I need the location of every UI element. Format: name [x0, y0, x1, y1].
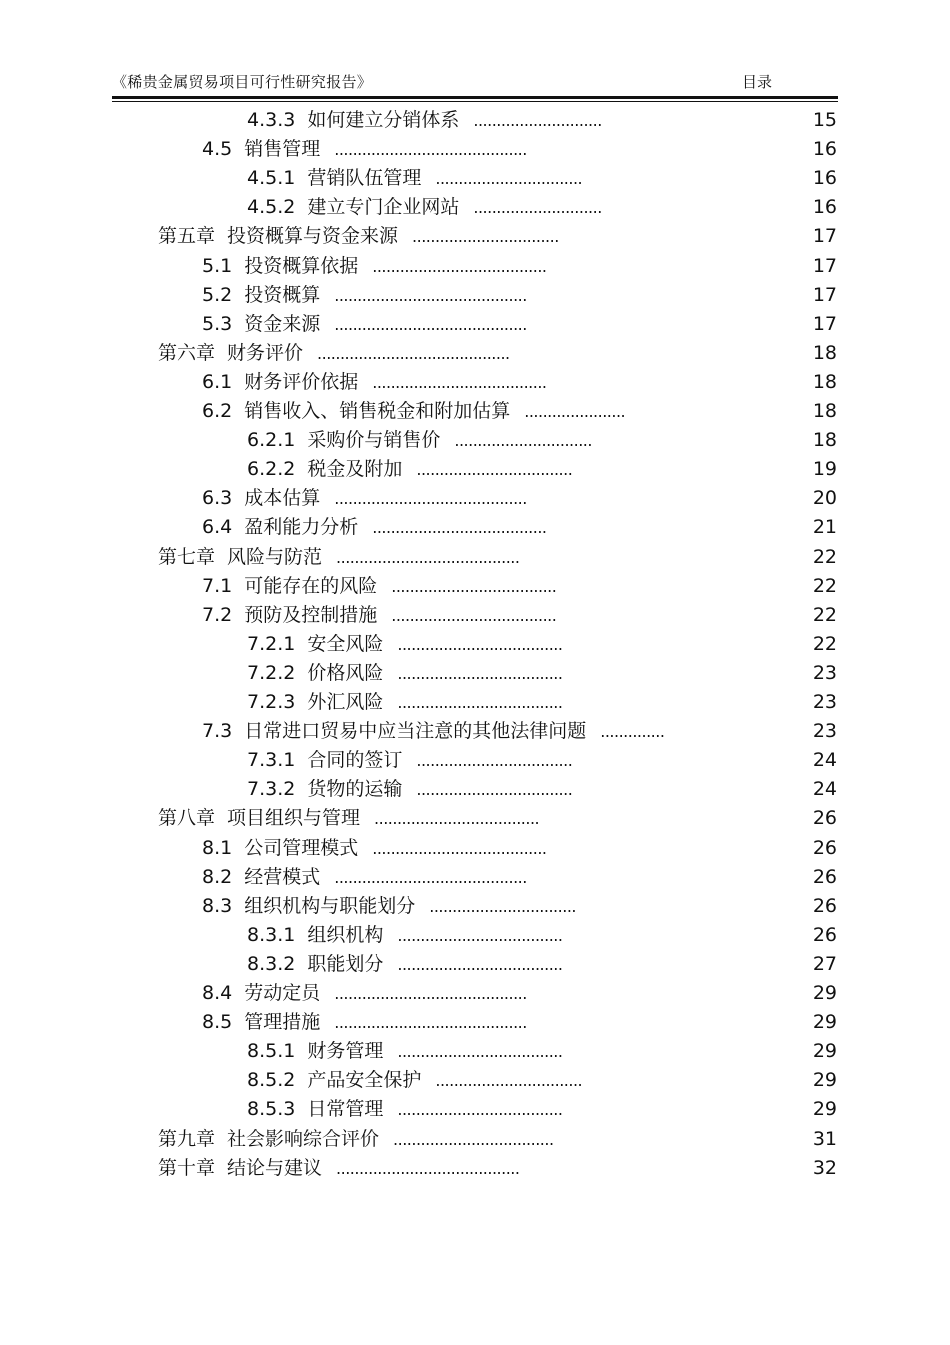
toc-entry-leader: ..................................: [416, 780, 573, 800]
toc-entry-text: 劳动定员: [244, 982, 321, 1004]
toc-entry[interactable]: [0, 572, 950, 601]
toc-entry-leader: ..................................: [416, 460, 573, 480]
toc-entry-text: 营销队伍管理: [307, 167, 422, 190]
toc-entry-page: 26: [812, 807, 837, 830]
toc-entry-number: 8.1: [202, 836, 233, 859]
toc-entry-number: 8.3.2: [247, 952, 296, 975]
toc-entry-leader: ..........................................: [334, 867, 527, 887]
toc-entry-title: [158, 1125, 554, 1154]
toc-entry-number: 6.3: [202, 487, 233, 510]
toc-entry-page: 18: [812, 370, 837, 393]
toc-entry-title: [247, 193, 602, 222]
toc-entry-page: 24: [812, 778, 837, 801]
toc-entry-text: 盈利能力分析: [244, 516, 359, 539]
toc-entry-leader: ....................................: [374, 809, 540, 829]
toc-entry-page: 18: [812, 341, 837, 364]
toc-entry[interactable]: [0, 601, 950, 630]
toc-entry-page: 26: [812, 923, 837, 946]
toc-entry[interactable]: [0, 106, 950, 135]
toc-entry-page: 17: [812, 312, 837, 335]
toc-entry-text: 日常进口贸易中应当注意的其他法律问题: [244, 720, 587, 743]
toc-entry-title: [247, 1037, 562, 1066]
toc-entry-number: 8.4: [202, 982, 233, 1004]
toc-entry-page: 29: [812, 1040, 837, 1063]
toc-entry-text: 投资概算与资金来源: [227, 225, 399, 248]
toc-entry-leader: ..........................................: [334, 314, 527, 334]
toc-entry[interactable]: [0, 1125, 950, 1154]
toc-entry[interactable]: [0, 397, 950, 426]
toc-entry-leader: ................................: [435, 169, 583, 189]
toc-entry-title: [202, 979, 527, 1008]
toc-entry-leader: ....................................: [397, 925, 563, 945]
toc-entry-page: 20: [812, 487, 837, 510]
toc-entry-title: [202, 310, 527, 339]
toc-entry-page: 26: [812, 894, 837, 917]
toc-entry-page: 29: [812, 1069, 837, 1092]
toc-entry-text: 日常管理: [307, 1098, 384, 1121]
toc-entry-number: 8.3: [202, 894, 233, 917]
toc-entry-number: 7.1: [202, 574, 233, 597]
toc-entry-number: 第十章: [158, 1156, 216, 1179]
toc-entry-leader: ......................................: [372, 372, 547, 392]
toc-entry-page: 26: [812, 836, 837, 859]
toc-entry-title: [247, 746, 572, 775]
toc-entry-number: 5.2: [202, 283, 233, 306]
toc-entry[interactable]: [0, 222, 950, 251]
header-rule-thin: [112, 101, 838, 102]
toc-entry-number: 5.3: [202, 312, 233, 335]
toc-entry[interactable]: [0, 455, 950, 484]
toc-entry-leader: ..............................: [454, 431, 592, 451]
toc-entry-leader: ............................: [473, 111, 602, 130]
toc-entry-text: 职能划分: [307, 952, 384, 975]
toc-entry[interactable]: [0, 193, 950, 222]
toc-entry[interactable]: [0, 659, 950, 688]
toc-entry-leader: ....................................: [397, 954, 563, 974]
toc-entry-number: 8.5.2: [247, 1069, 296, 1092]
toc-entry[interactable]: [0, 717, 950, 746]
toc-entry-page: 17: [812, 283, 837, 306]
toc-entry-text: 成本估算: [244, 487, 321, 510]
toc-entry-title: [158, 543, 519, 572]
toc-entry-leader: ..........................................: [317, 343, 510, 363]
toc-entry-leader: ....................................: [397, 1100, 563, 1120]
toc-entry[interactable]: [0, 863, 950, 892]
toc-entry-page: 21: [812, 516, 837, 539]
toc-entry-text: 合同的签订: [307, 749, 403, 772]
toc-entry-number: 8.2: [202, 865, 233, 888]
toc-entry-page: 29: [812, 1098, 837, 1121]
toc-entry-page: 18: [812, 400, 837, 422]
toc-entry-text: 财务评价: [227, 341, 304, 364]
toc-entry-number: 第七章: [158, 545, 216, 568]
toc-entry-title: [202, 513, 547, 542]
toc-entry[interactable]: [0, 921, 950, 950]
header-rule-thick: [112, 96, 838, 99]
page-header: [112, 68, 838, 94]
toc-entry-leader: ....................................: [397, 693, 563, 712]
toc-entry[interactable]: [0, 310, 950, 339]
toc-entry-text: 销售管理: [244, 138, 321, 161]
toc-entry-title: [247, 775, 572, 804]
toc-entry-title: [158, 804, 539, 833]
toc-entry[interactable]: [0, 950, 950, 979]
toc-entry[interactable]: [0, 513, 950, 542]
toc-entry-page: 17: [812, 225, 837, 248]
toc-entry-leader: ..........................................: [334, 1013, 527, 1033]
toc-entry-text: 财务管理: [307, 1040, 384, 1063]
toc-entry-title: [202, 601, 556, 630]
toc-entry-number: 6.2.2: [247, 458, 296, 481]
toc-entry-page: 16: [812, 167, 837, 190]
toc-entry[interactable]: [0, 252, 950, 281]
document-title: 《稀贵金属贸易项目可行性研究报告》: [112, 73, 373, 91]
toc-entry[interactable]: [0, 834, 950, 863]
toc-entry-title: [247, 950, 562, 979]
toc-entry-page: 16: [812, 196, 837, 219]
toc-entry-page: 32: [812, 1156, 837, 1179]
toc-entry-leader: ..................................: [416, 751, 573, 771]
toc-entry-leader: ......................................: [372, 838, 547, 858]
toc-entry[interactable]: [0, 746, 950, 775]
toc-entry-number: 7.3: [202, 720, 233, 743]
toc-entry-leader: ...................................: [393, 1129, 554, 1149]
toc-entry[interactable]: [0, 630, 950, 659]
toc-entry[interactable]: [0, 892, 950, 921]
toc-entry-number: 4.5.1: [247, 167, 296, 190]
toc-entry-title: [202, 368, 547, 397]
toc-entry[interactable]: [0, 543, 950, 572]
toc-entry-leader: ......................................: [372, 256, 547, 276]
toc-entry-title: [202, 281, 527, 310]
toc-entry-page: 23: [812, 720, 837, 743]
toc-entry-number: 4.5: [202, 138, 233, 161]
toc-entry-page: 17: [812, 254, 837, 277]
toc-entry-title: [202, 1008, 527, 1037]
toc-entry-text: 预防及控制措施: [244, 603, 378, 626]
toc-entry-number: 7.2.1: [247, 632, 296, 655]
toc-entry-leader: ..........................................: [334, 140, 527, 160]
toc-entry-number: 4.5.2: [247, 196, 296, 219]
toc-entry[interactable]: [0, 484, 950, 513]
toc-entry-leader: ....................................: [397, 1042, 563, 1062]
toc-entry-number: 6.1: [202, 370, 233, 393]
toc-entry-leader: ........................................: [336, 1158, 520, 1178]
toc-entry-leader: ..........................................: [334, 489, 527, 509]
toc-entry-page: 29: [812, 1011, 837, 1034]
toc-entry-text: 结论与建议: [227, 1156, 323, 1179]
toc-entry-number: 8.5.1: [247, 1040, 296, 1063]
toc-entry-text: 管理措施: [244, 1011, 321, 1034]
toc-entry-title: [247, 455, 572, 484]
toc-entry-page: 16: [812, 138, 837, 161]
toc-entry-leader: ........................................: [336, 547, 520, 567]
toc-entry-text: 组织机构与职能划分: [244, 894, 416, 917]
toc-entry-number: 8.5.3: [247, 1098, 296, 1121]
toc-entry-title: [202, 484, 527, 513]
toc-entry-title: [158, 222, 559, 251]
toc-entry-page: 23: [812, 691, 837, 713]
toc-entry-page: 31: [812, 1127, 837, 1150]
toc-entry-text: 资金来源: [244, 312, 321, 335]
toc-entry-title: [202, 863, 527, 892]
toc-entry-page: 27: [812, 952, 837, 975]
toc-entry-title: [247, 659, 562, 688]
toc-entry-leader: ....................................: [397, 663, 563, 683]
toc-entry-text: 采购价与销售价: [307, 429, 441, 452]
toc-entry[interactable]: [0, 368, 950, 397]
toc-entry-title: [247, 1066, 582, 1095]
toc-entry-title: [158, 339, 510, 368]
toc-entry-text: 风险与防范: [227, 545, 323, 568]
toc-entry[interactable]: [0, 135, 950, 164]
toc-entry-title: [202, 892, 576, 921]
toc-entry-number: 4.3.3: [247, 109, 296, 131]
toc-entry-text: 产品安全保护: [307, 1069, 422, 1092]
toc-entry-number: 第六章: [158, 341, 216, 364]
toc-entry-title: [247, 164, 582, 193]
toc-entry-text: 投资概算依据: [244, 254, 359, 277]
toc-entry-number: 6.4: [202, 516, 233, 539]
toc-entry-title: [202, 572, 556, 601]
toc-entry-number: 7.2.2: [247, 661, 296, 684]
toc-entry-leader: ......................: [524, 402, 626, 421]
toc-entry-text: 税金及附加: [307, 458, 403, 481]
toc-entry-page: 22: [812, 603, 837, 626]
toc-entry[interactable]: [0, 339, 950, 368]
toc-entry-title: [247, 630, 562, 659]
toc-entry-leader: ..........................................: [334, 285, 527, 305]
toc-entry-number: 6.2.1: [247, 429, 296, 452]
toc-entry-title: [247, 921, 562, 950]
toc-entry-text: 货物的运输: [307, 778, 403, 801]
toc-entry-text: 组织机构: [307, 923, 384, 946]
toc-entry-leader: ................................: [429, 896, 576, 916]
toc-entry[interactable]: [0, 164, 950, 193]
toc-entry-page: 19: [812, 458, 837, 481]
toc-entry-title: [247, 688, 562, 717]
toc-entry-text: 建立专门企业网站: [307, 196, 460, 219]
toc-entry-leader: ......................................: [372, 518, 547, 538]
toc-entry-text: 外汇风险: [307, 691, 384, 713]
toc-entry-number: 7.2: [202, 603, 233, 626]
toc-entry-page: 29: [812, 982, 837, 1004]
toc-entry-title: [247, 106, 602, 135]
toc-entry-leader: ................................: [435, 1071, 583, 1091]
toc-entry-page: 23: [812, 661, 837, 684]
toc-entry-title: [202, 717, 664, 746]
toc-entry-title: [158, 1154, 519, 1183]
toc-entry[interactable]: [0, 281, 950, 310]
toc-entry-page: 24: [812, 749, 837, 772]
toc-entry-leader: ..............: [600, 722, 665, 742]
toc-entry-text: 公司管理模式: [244, 836, 359, 859]
toc-entry-number: 5.1: [202, 254, 233, 277]
section-label: 目录: [742, 73, 773, 91]
toc-entry-page: 22: [812, 632, 837, 655]
toc-entry-leader: ....................................: [391, 576, 557, 596]
toc-entry-leader: ............................: [473, 198, 602, 218]
toc-entry-text: 销售收入、销售税金和附加估算: [244, 400, 511, 422]
toc-entry[interactable]: [0, 1154, 950, 1183]
toc-entry-title: [202, 135, 527, 164]
toc-entry-text: 可能存在的风险: [244, 574, 378, 597]
toc-entry[interactable]: [0, 426, 950, 455]
toc-entry-number: 8.3.1: [247, 923, 296, 946]
toc-entry-title: [247, 1095, 562, 1124]
toc-entry-text: 经营模式: [244, 865, 321, 888]
toc-entry-text: 项目组织与管理: [227, 807, 361, 830]
toc-entry-text: 投资概算: [244, 283, 321, 306]
toc-entry-page: 15: [812, 109, 837, 131]
toc-entry-title: [202, 252, 547, 281]
toc-entry-number: 6.2: [202, 400, 233, 422]
toc-entry-leader: ..........................................: [334, 984, 527, 1003]
toc-entry[interactable]: [0, 979, 950, 1008]
toc-entry-text: 如何建立分销体系: [307, 109, 460, 131]
toc-entry-number: 8.5: [202, 1011, 233, 1034]
toc-entry-number: 7.3.2: [247, 778, 296, 801]
toc-entry[interactable]: [0, 804, 950, 833]
toc-entry-page: 18: [812, 429, 837, 452]
toc-entry[interactable]: [0, 1037, 950, 1066]
toc-entry-number: 第八章: [158, 807, 216, 830]
toc-entry[interactable]: [0, 775, 950, 804]
toc-entry-number: 7.3.1: [247, 749, 296, 772]
toc-entry-leader: ................................: [412, 227, 559, 247]
toc-entry[interactable]: [0, 1095, 950, 1124]
toc-entry-title: [202, 834, 547, 863]
toc-entry-number: 第五章: [158, 225, 216, 248]
toc-entry[interactable]: [0, 1008, 950, 1037]
toc-entry[interactable]: [0, 688, 950, 717]
toc-entry-text: 社会影响综合评价: [227, 1127, 380, 1150]
toc-entry-text: 安全风险: [307, 632, 384, 655]
toc-entry-text: 财务评价依据: [244, 370, 359, 393]
toc-entry-number: 第九章: [158, 1127, 216, 1150]
toc-entry-leader: ....................................: [397, 634, 563, 654]
toc-entry-text: 价格风险: [307, 661, 384, 684]
toc-entry-title: [247, 426, 592, 455]
toc-entry-page: 26: [812, 865, 837, 888]
toc-entry-page: 22: [812, 545, 837, 568]
toc-entry-number: 7.2.3: [247, 691, 296, 713]
toc-entry-page: 22: [812, 574, 837, 597]
toc-entry-leader: ....................................: [391, 605, 557, 625]
toc-entry-title: [202, 397, 625, 426]
toc-entry[interactable]: [0, 1066, 950, 1095]
